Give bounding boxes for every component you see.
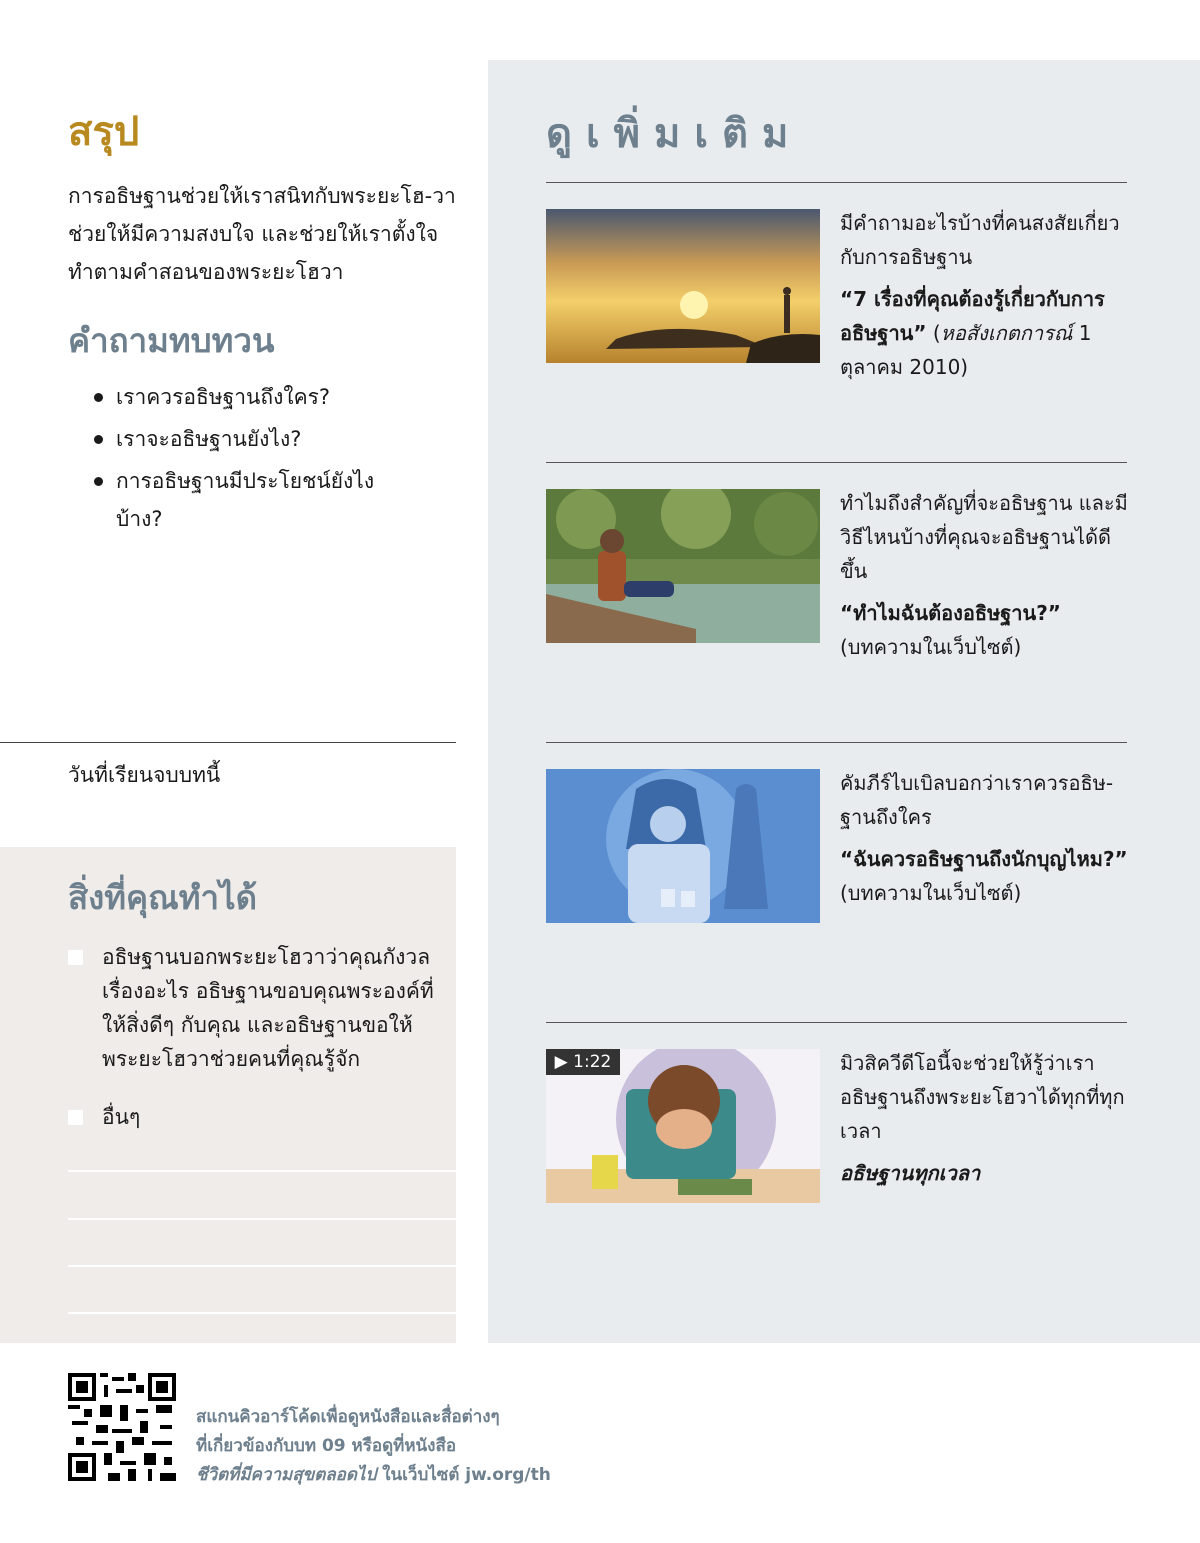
section-divider bbox=[546, 742, 1127, 743]
footer-text bbox=[196, 1403, 551, 1490]
write-line[interactable] bbox=[68, 1312, 456, 1314]
date-divider bbox=[0, 742, 456, 743]
can-do-item-other: อื่นๆ bbox=[102, 1105, 141, 1129]
sunset-prayer-image[interactable] bbox=[546, 209, 820, 363]
item-reference[interactable]: “7 เรื่องที่คุณต้องรู้เกี่ยวกับการอธิษฐาน” (หอสังเกตการณ์ 1 ตุลาคม 2010) bbox=[840, 287, 1105, 379]
see-more-item-3 bbox=[840, 766, 1130, 910]
checkbox-1[interactable] bbox=[68, 950, 83, 965]
bullet-icon bbox=[94, 393, 103, 402]
checkbox-2[interactable] bbox=[68, 1110, 83, 1125]
video-thumbnail[interactable] bbox=[546, 1049, 820, 1203]
completion-date-label: วันที่เรียนจบบทนี้ bbox=[68, 763, 221, 787]
section-divider bbox=[546, 462, 1127, 463]
article-link[interactable]: “ทำไมฉันต้องอธิษฐาน?” bbox=[840, 601, 1061, 625]
section-divider bbox=[546, 1022, 1127, 1023]
see-more-item-2 bbox=[840, 486, 1130, 664]
item-source: (บทความในเว็บไซต์) bbox=[840, 635, 1022, 659]
review-question: เราควรอธิษฐานถึงใคร? bbox=[90, 378, 420, 416]
item-description: มิวสิควีดีโอนี้จะช่วยให้รู้ว่าเราอธิษฐานถึงพระยะโฮวาได้ทุกที่ทุกเวลา bbox=[840, 1051, 1125, 1143]
bullet-icon bbox=[94, 435, 103, 444]
footer-line-3: ชีวิตที่มีความสุขตลอดไป ในเว็บไซต์ jw.org/th bbox=[196, 1465, 551, 1485]
write-line[interactable] bbox=[68, 1170, 456, 1172]
qr-code[interactable] bbox=[68, 1373, 176, 1481]
item-source: (บทความในเว็บไซต์) bbox=[840, 881, 1022, 905]
praying-woman-image[interactable] bbox=[546, 769, 820, 923]
write-line[interactable] bbox=[68, 1265, 456, 1267]
write-line[interactable] bbox=[68, 1218, 456, 1220]
section-divider bbox=[546, 182, 1127, 183]
see-more-item-1 bbox=[840, 206, 1130, 384]
item-description: ทำไมถึงสำคัญที่จะอธิษฐาน และมีวิธีไหนบ้างที่คุณจะอธิษฐานได้ดีขึ้น bbox=[840, 491, 1128, 583]
article-link[interactable]: “7 เรื่องที่คุณต้องรู้เกี่ยวกับการอธิษฐาน” bbox=[840, 287, 1105, 345]
book-title[interactable]: ชีวิตที่มีความสุขตลอดไป bbox=[196, 1465, 377, 1485]
video-duration-badge: ▶ 1:22 bbox=[546, 1049, 620, 1075]
summary-text: การอธิษฐานช่วยให้เราสนิทกับพระยะโฮ-วา ช่วยให้มีความสงบใจ และช่วยให้เราตั้งใจทำตามคำสอนของพระยะโฮวา bbox=[68, 184, 456, 284]
woman-by-water-image[interactable] bbox=[546, 489, 820, 643]
review-title: คำถามทบทวน bbox=[68, 321, 275, 360]
footer-line-2: ที่เกี่ยวข้องกับบท 09 หรือดูที่หนังสือ bbox=[196, 1436, 457, 1456]
see-more-title: ดูเพิ่มเติม bbox=[546, 111, 803, 157]
summary-title: สรุป bbox=[68, 109, 140, 155]
footer-line-1: สแกนคิวอาร์โค้ดเพื่อดูหนังสือและสื่อต่างๆ bbox=[196, 1407, 500, 1427]
article-link[interactable]: “ฉันควรอธิษฐานถึงนักบุญไหม?” bbox=[840, 847, 1128, 871]
review-question: เราจะอธิษฐานยังไง? bbox=[90, 420, 420, 458]
review-question-list bbox=[90, 378, 420, 542]
can-do-item: อธิษฐานบอกพระยะโฮวาว่าคุณกังวลเรื่องอะไร อธิษฐานขอบคุณพระองค์ที่ให้สิ่งดีๆ กับคุณ และอธิษฐานขอให้พระยะโฮวาช่วยคนที่คุณรู้จัก bbox=[102, 945, 434, 1071]
video-link[interactable]: อธิษฐานทุกเวลา bbox=[840, 1161, 981, 1185]
item-description: มีคำถามอะไรบ้างที่คนสงสัยเกี่ยวกับการอธิษฐาน bbox=[840, 211, 1120, 269]
review-question: การอธิษฐานมีประโยชน์ยังไงบ้าง? bbox=[90, 462, 420, 538]
see-more-item-4 bbox=[840, 1046, 1130, 1190]
item-description: คัมภีร์ไบเบิลบอกว่าเราควรอธิษ-ฐานถึงใคร bbox=[840, 771, 1114, 829]
can-do-title: สิ่งที่คุณทำได้ bbox=[68, 878, 258, 917]
bullet-icon bbox=[94, 477, 103, 486]
